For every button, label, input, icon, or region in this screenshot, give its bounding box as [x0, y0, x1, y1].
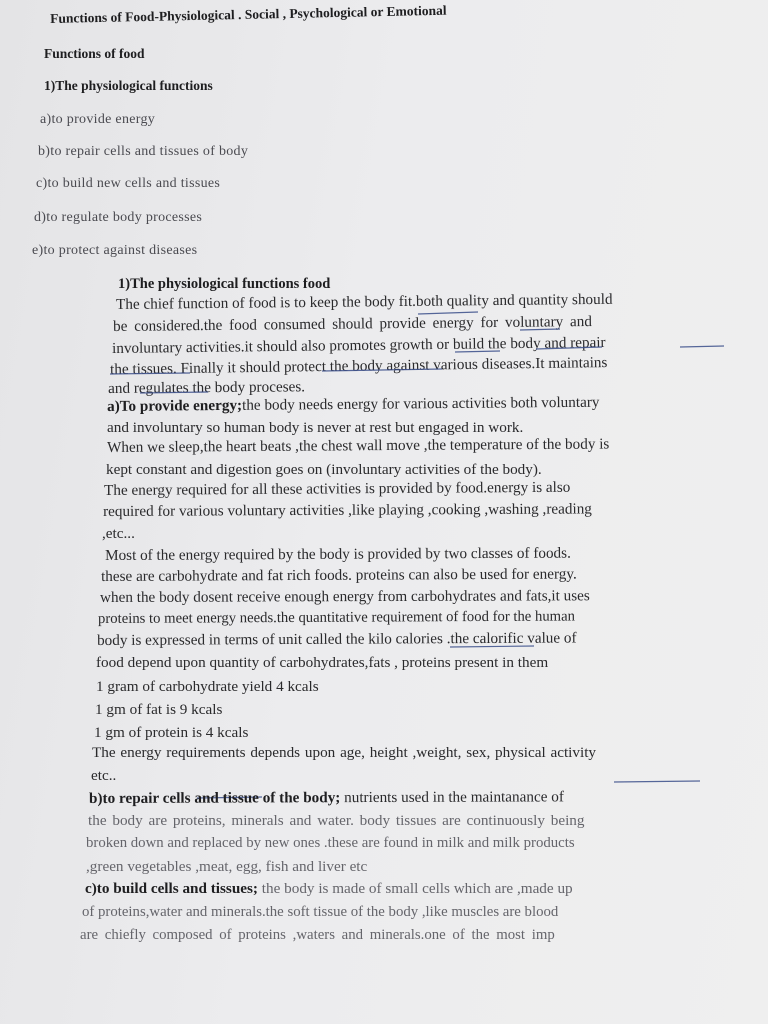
build-line-text: the body is made of small cells which are ,made up: [258, 880, 573, 897]
list-item: b)to repair cells and tissues of body: [38, 144, 249, 159]
paragraph-line: and involuntary so human body is never at rest but engaged in work.: [107, 419, 524, 436]
repair-line-text: nutrients used in the maintanance of: [340, 788, 564, 807]
paragraph-line: broken down and replaced by new ones .these are found in milk and milk products: [86, 835, 575, 851]
section-title: 1)The physiological functions food: [118, 276, 331, 292]
paragraph-line: food depend upon quantity of carbohydrates,fats , proteins present in them: [96, 654, 549, 671]
paragraph-line: proteins to meet energy needs.the quantitative requirement of food for the human: [97, 608, 575, 627]
paragraph-line: 1 gram of carbohydrate yield 4 kcals: [96, 678, 319, 695]
energy-line-text: the body needs energy for various activities both voluntary: [241, 393, 600, 414]
paragraph-line: The energy required for all these activities is provided by food.energy is also: [103, 478, 571, 499]
heading-physiological-functions: 1)The physiological functions: [44, 78, 213, 93]
repair-heading: b)to repair cells and tissue of the body;: [88, 789, 341, 807]
paragraph-line: ,etc...: [102, 525, 135, 542]
list-item: e)to protect against diseases: [32, 243, 198, 258]
paragraph-line: The chief function of food is to keep the body fit.both quality and quantity should: [115, 290, 613, 313]
paragraph-line: be considered.the food consumed should provide energy for voluntary and: [112, 312, 593, 335]
paragraph-line: 1 gm of fat is 9 kcals: [95, 701, 223, 718]
paragraph-line: 1 gm of protein is 4 kcals: [94, 724, 249, 741]
paragraph-line: kept constant and digestion goes on (involuntary activities of the body).: [106, 461, 542, 478]
list-item: c)to build new cells and tissues: [36, 176, 221, 191]
paragraph-line: When we sleep,the heart beats ,the chest wall move ,the temperature of the body is: [106, 435, 610, 456]
paragraph-line: [89, 789, 564, 806]
paragraph-line: the body are proteins, minerals and water. body tissues are continuously being: [88, 812, 585, 829]
paragraph-line: The energy requirements depends upon age, height ,weight, sex, physical activity: [92, 744, 597, 761]
paragraph-line: of proteins,water and minerals.the soft tissue of the body ,like muscles are blood: [82, 904, 559, 920]
paragraph-line: when the body dosent receive enough energy from carbohydrates and fats,it uses: [99, 587, 590, 606]
paragraph-line: ,green vegetables ,meat, egg, fish and liver etc: [86, 858, 368, 875]
paragraph-line: [85, 881, 573, 896]
energy-heading: a)To provide energy;: [106, 396, 243, 415]
document-title: Functions of Food-Physiological . Social , Psychological or Emotional: [49, 2, 447, 26]
paragraph-line: the tissues. Finally it should protect the body against various diseases.It maintains: [109, 354, 608, 378]
heading-functions-of-food: Functions of food: [44, 46, 145, 61]
paragraph-line: involuntary activities.it should also promotes growth or build the body and repair: [111, 333, 606, 357]
paragraph-line: Most of the energy required by the body is provided by two classes of foods.: [104, 544, 571, 564]
paragraph-line: these are carbohydrate and fat rich foods. proteins can also be used for energy.: [100, 565, 577, 585]
paragraph-line: required for various voluntary activities ,like playing ,cooking ,washing ,reading: [102, 500, 592, 520]
build-heading: c)to build cells and tissues;: [85, 880, 258, 897]
paragraph-line: [107, 395, 600, 414]
paragraph-line: etc..: [91, 767, 117, 784]
paragraph-line: are chiefly composed of proteins ,waters and minerals.one of the most imp: [80, 927, 555, 943]
list-item: a)to provide energy: [40, 112, 156, 127]
paragraph-line: and regulates the body proceses.: [107, 378, 306, 397]
list-item: d)to regulate body processes: [34, 210, 203, 225]
paragraph-line: body is expressed in terms of unit called the kilo calories .the calorific value of: [96, 629, 577, 649]
